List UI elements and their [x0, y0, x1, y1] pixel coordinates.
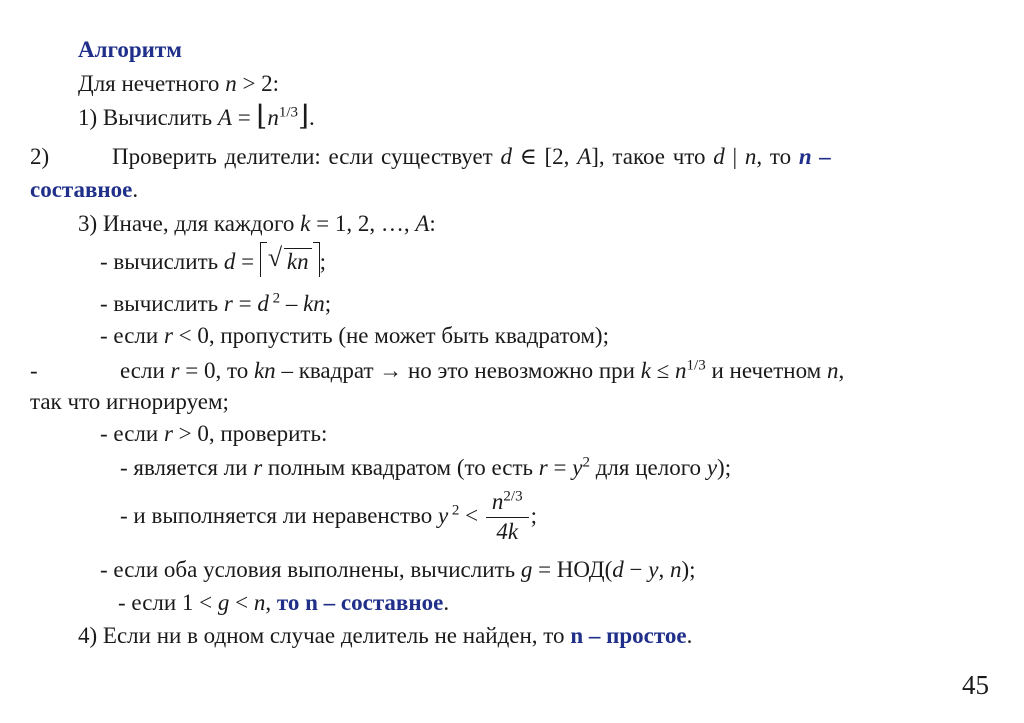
math-var: kn — [253, 358, 276, 383]
text-fragment: ); — [717, 455, 732, 480]
exponent: 2 — [448, 502, 460, 519]
text-fragment: > 2: — [236, 71, 280, 96]
math-var: g — [217, 590, 230, 615]
text-fragment: = — [232, 291, 258, 316]
text-line-odd-n — [78, 70, 279, 98]
floor-bracket-right: ⌋ — [298, 101, 309, 132]
text-fragment: = — [231, 105, 257, 130]
math-var: y — [572, 455, 583, 480]
exponent: 2 — [268, 290, 281, 307]
math-var: r — [163, 421, 173, 446]
step-3-dash — [30, 357, 38, 385]
text-fragment: - — [30, 358, 38, 383]
text-fragment: так что игнорируем; — [30, 389, 229, 414]
text-fragment: ; — [319, 249, 326, 274]
text-fragment: - является ли — [120, 455, 254, 480]
exponent: 1/3 — [278, 104, 299, 121]
text-fragment: - вычислить — [100, 249, 224, 274]
math-var: n — [675, 358, 687, 383]
text-fragment: > 0, проверить: — [172, 421, 328, 446]
step-3 — [78, 210, 436, 238]
math-var: y — [437, 503, 449, 528]
math-var: r — [170, 358, 180, 383]
step-3-compute-r — [100, 290, 331, 318]
math-var: A — [217, 105, 232, 130]
text-fragment: - вычислить — [100, 291, 224, 316]
text-fragment: Проверить делители: если существует — [112, 144, 501, 169]
text-fragment: < 0, пропустить (не может быть квадратом); — [172, 323, 609, 348]
check-perfect-square — [120, 454, 731, 482]
text-fragment: | — [724, 144, 745, 169]
text-fragment: ); — [681, 557, 696, 582]
radical-sign: √ — [267, 243, 283, 272]
math-var: r — [223, 291, 233, 316]
text-fragment: , — [838, 358, 845, 383]
math-var: d — [257, 291, 269, 316]
text-fragment: - если — [100, 421, 164, 446]
text-fragment: - если 1 < — [118, 590, 218, 615]
highlight-text: то n – составное — [276, 590, 444, 615]
text-fragment: - и выполняется ли неравенство — [120, 503, 438, 528]
math-var: d — [713, 144, 725, 169]
text-fragment: ], такое что — [591, 144, 714, 169]
text-fragment: ≤ — [650, 358, 676, 383]
text-fragment: Для нечетного — [78, 71, 226, 96]
math-var: y — [648, 557, 659, 582]
text-fragment: : — [429, 211, 436, 236]
text-fragment: ∈ [2, — [512, 144, 578, 169]
step-2-continued — [30, 176, 138, 204]
text-fragment: для целого — [589, 455, 707, 480]
math-var: r — [163, 323, 173, 348]
exponent: 2 — [582, 454, 590, 471]
math-var: kn — [284, 248, 312, 274]
step-4 — [78, 622, 692, 650]
text-fragment: 2) — [30, 144, 50, 169]
text-fragment: . — [686, 623, 693, 648]
math-var: y — [706, 455, 718, 480]
text-fragment: 4) Если ни в одном случае делитель не найден, то — [78, 623, 571, 648]
text-fragment: = 0, то — [179, 358, 254, 383]
text-fragment: если — [120, 358, 171, 383]
step-1 — [78, 101, 315, 132]
square-root — [267, 243, 312, 276]
step-2 — [112, 143, 831, 171]
math-var: n — [253, 590, 266, 615]
math-var: d — [612, 557, 624, 582]
highlight-text: составное — [30, 177, 133, 202]
math-var: n — [267, 105, 279, 130]
text-fragment: , — [658, 557, 670, 582]
exponent: 1/3 — [686, 357, 706, 374]
check-inequality — [120, 486, 537, 546]
step-3-composite — [118, 589, 449, 617]
math-var: A — [415, 211, 430, 236]
fraction — [486, 489, 529, 546]
step-3-ignore — [30, 388, 229, 416]
math-var: g — [520, 557, 533, 582]
text-fragment: = 1, 2, …, — [310, 211, 416, 236]
math-var: r — [253, 455, 263, 480]
text-fragment: - если оба условия выполнены, вычислить — [100, 557, 521, 582]
exponent: 2/3 — [503, 488, 523, 505]
math-var: d — [500, 144, 512, 169]
text-fragment: , то — [756, 144, 799, 169]
math-var: d — [223, 249, 236, 274]
step-2-number — [30, 143, 49, 171]
text-fragment: , — [265, 590, 277, 615]
text-fragment: и нечетном — [705, 358, 827, 383]
fraction-denominator: 4k — [496, 519, 519, 545]
ceiling-brackets — [260, 243, 320, 276]
text-fragment: = — [547, 455, 573, 480]
text-fragment: . — [308, 105, 315, 130]
text-fragment: полным квадратом (то есть — [262, 455, 539, 480]
math-var: A — [577, 144, 592, 169]
text-fragment: − — [623, 557, 649, 582]
step-3-r-positive — [100, 420, 327, 448]
floor-bracket-left: ⌊ — [256, 101, 268, 132]
text-fragment: - если — [100, 323, 164, 348]
math-var: k — [300, 211, 311, 236]
text-fragment: ; — [530, 503, 537, 528]
text-fragment: . — [132, 177, 139, 202]
page-number: 45 — [962, 670, 989, 700]
text-fragment: . — [443, 590, 450, 615]
text-fragment: < — [229, 590, 254, 615]
text-fragment: 1) Вычислить — [78, 105, 218, 130]
highlight-text: n – — [798, 144, 831, 169]
math-var: n — [225, 71, 237, 96]
step-3-gcd — [100, 556, 696, 584]
text-fragment: – квадрат → но это невозможно при — [275, 358, 641, 383]
highlight-text: n – простое — [570, 623, 687, 648]
step-3-compute-d — [100, 243, 326, 276]
text-fragment: = — [235, 249, 260, 274]
fraction-numerator — [486, 489, 529, 518]
step-3-r-negative — [100, 322, 609, 350]
math-var: n — [826, 358, 839, 383]
math-var: kn — [303, 291, 325, 316]
text-fragment: 3) Иначе, для каждого — [78, 211, 301, 236]
text-fragment: < — [459, 503, 484, 528]
math-var: n — [744, 144, 757, 169]
math-var: r — [538, 455, 548, 480]
text-fragment: – — [280, 291, 304, 316]
math-var: n — [669, 557, 682, 582]
text-fragment: ; — [324, 291, 332, 316]
slide-title: Алгоритм — [78, 37, 182, 62]
math-var: n — [491, 489, 504, 515]
math-var: k — [640, 358, 651, 383]
step-3-r-zero — [120, 357, 844, 385]
text-fragment: = НОД( — [532, 557, 613, 582]
